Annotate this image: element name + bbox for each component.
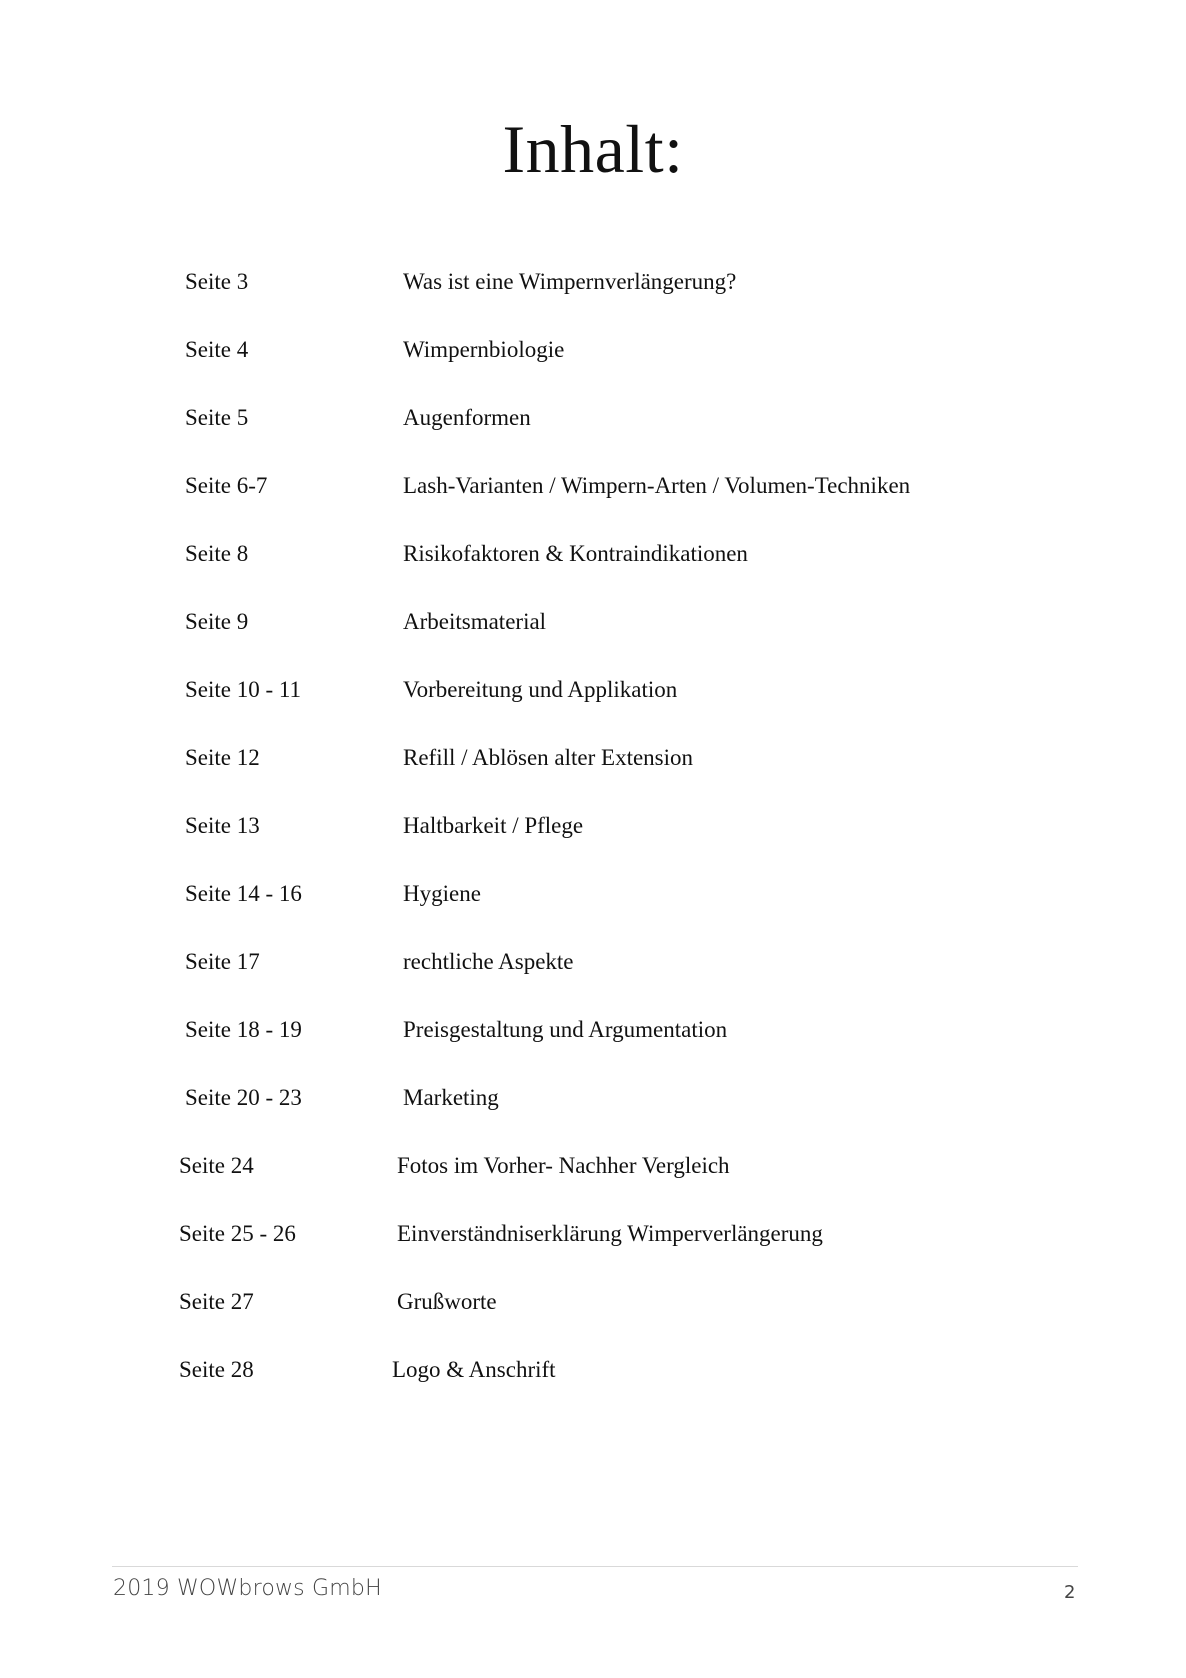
page-number: 2 [1064, 1582, 1076, 1603]
toc-topic: Haltbarkeit / Pflege [403, 813, 584, 838]
toc-row [0, 268, 1186, 336]
toc-row [0, 1288, 1186, 1356]
toc-page-ref: Seite 8 [185, 541, 249, 566]
toc-row [0, 948, 1186, 1016]
toc-page-ref: Seite 25 - 26 [179, 1221, 296, 1246]
toc-page-ref: Seite 27 [179, 1289, 254, 1314]
toc-page-ref: Seite 20 - 23 [185, 1085, 302, 1110]
toc-topic: Marketing [403, 1085, 499, 1110]
toc-row [0, 608, 1186, 676]
toc-row [0, 1016, 1186, 1084]
toc-page-ref: Seite 17 [185, 949, 260, 974]
toc-page-ref: Seite 13 [185, 813, 260, 838]
toc-topic: Grußworte [397, 1289, 497, 1314]
page-title: Inhalt: [502, 111, 684, 187]
toc-row [0, 336, 1186, 404]
toc-page-ref: Seite 5 [185, 405, 249, 430]
toc-row [0, 472, 1186, 540]
toc-row [0, 1356, 1186, 1424]
toc-topic: Wimpernbiologie [403, 337, 565, 362]
toc-row [0, 812, 1186, 880]
toc-topic: Augenformen [403, 405, 531, 430]
toc-topic: Hygiene [403, 881, 481, 906]
toc-topic: Vorbereitung und Applikation [403, 677, 678, 702]
toc-row [0, 880, 1186, 948]
toc-page-ref: Seite 18 - 19 [185, 1017, 302, 1042]
toc-page-ref: Seite 10 - 11 [185, 677, 302, 702]
toc-topic: Einverständniserklärung Wimperverlängerung [397, 1221, 823, 1246]
toc-topic: Arbeitsmaterial [403, 609, 547, 634]
toc-page-ref: Seite 24 [179, 1153, 254, 1178]
toc-topic: Lash-Varianten / Wimpern-Arten / Volumen-Techniken [403, 473, 911, 498]
toc-page-ref: Seite 4 [185, 337, 249, 362]
toc-page-ref: Seite 3 [185, 269, 249, 294]
toc-topic: Logo & Anschrift [392, 1357, 556, 1382]
toc-row [0, 540, 1186, 608]
footer-company: 2019 WOWbrows GmbH [113, 1576, 382, 1601]
toc-page-ref: Seite 9 [185, 609, 249, 634]
toc-topic: Was ist eine Wimpernverlängerung? [403, 269, 737, 294]
toc-row [0, 744, 1186, 812]
toc-page-ref: Seite 12 [185, 745, 260, 770]
toc-topic: Refill / Ablösen alter Extension [403, 745, 694, 770]
toc-row [0, 1084, 1186, 1152]
toc-row [0, 1220, 1186, 1288]
toc-topic: rechtliche Aspekte [403, 949, 574, 974]
toc-row [0, 676, 1186, 744]
table-of-contents [0, 268, 1186, 1424]
toc-page-ref: Seite 6-7 [185, 473, 268, 498]
toc-topic: Risikofaktoren & Kontraindikationen [403, 541, 748, 566]
toc-page-ref: Seite 14 - 16 [185, 881, 302, 906]
toc-row [0, 1152, 1186, 1220]
toc-row [0, 404, 1186, 472]
toc-topic: Fotos im Vorher- Nachher Vergleich [397, 1153, 730, 1178]
footer-divider [112, 1566, 1078, 1567]
toc-topic: Preisgestaltung und Argumentation [403, 1017, 728, 1042]
toc-page-ref: Seite 28 [179, 1357, 254, 1382]
